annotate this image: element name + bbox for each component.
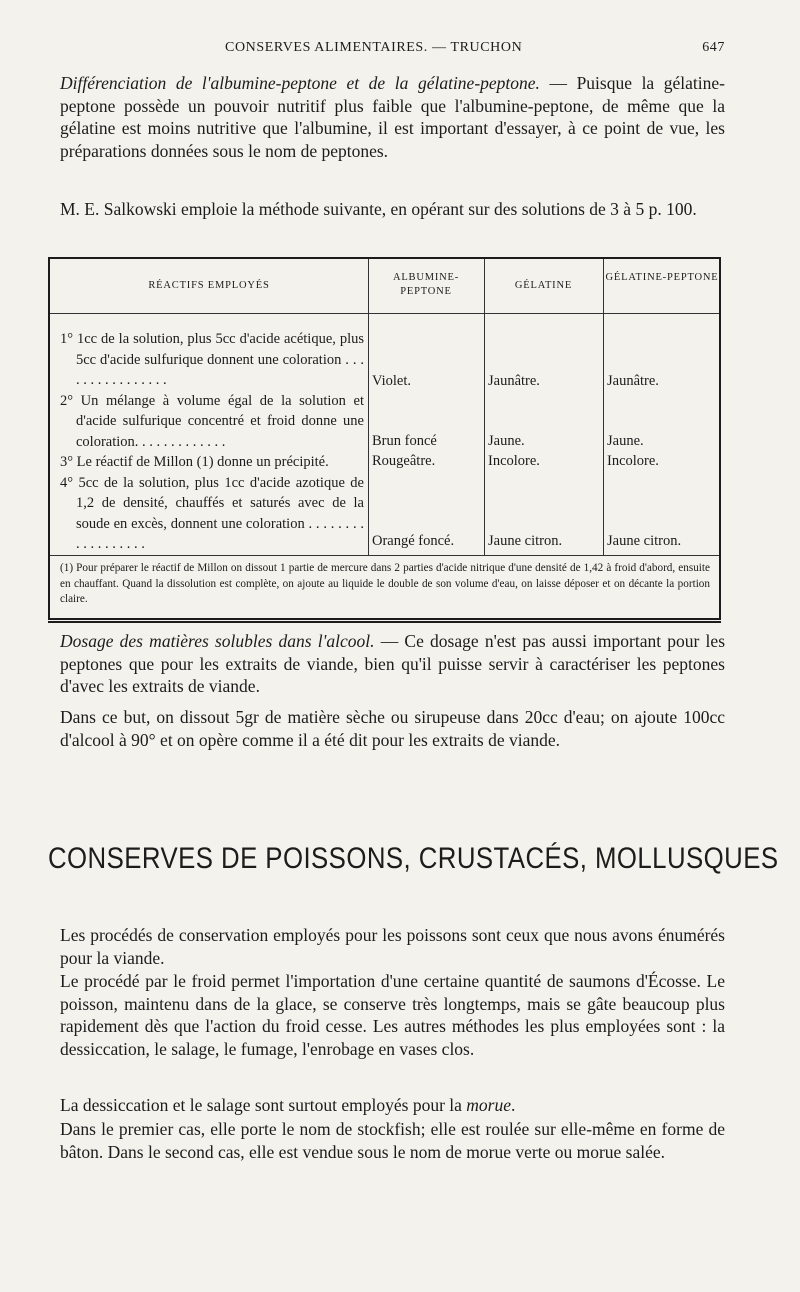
header-gelatine: GÉLATINE: [514, 280, 573, 291]
dosage-text: — Ce dosage n'est pas aussi important pour les peptones que pour les extraits de viande, bien qu'il puisse servir à caractériser les peptones d'avec les extraits de viande.: [60, 631, 725, 696]
dosage-text-2: Dans ce but, on dissout 5gr de matière sèche ou sirupeuse dans 20cc d'eau; on ajoute 100cc d'alcool à 90° et on opère comme il a été dit pour les extraits de viande.: [60, 707, 725, 750]
salkowski-paragraph: [60, 198, 725, 221]
reactif-row-1: 1° 1cc de la solution, plus 5cc d'acide acétique, plus 5cc d'acide sulfurique donnent une coloration . . . . . . . . . . . . . . . .: [60, 331, 364, 388]
albumine-row-1: Violet.: [372, 373, 411, 389]
intro-text: — Puisque la gélatine-peptone possède un pouvoir nutritif plus faible que l'albumine-peptone, de même que la gélatine est moins nutritive que l'albumine, il est important d'essayer, à ce point de vue, les préparations données sous le nom de peptones.: [60, 73, 725, 161]
section-paragraph-2: [60, 970, 725, 1060]
section-text-3-italic: morue: [466, 1095, 511, 1115]
section-text-4: Dans le premier cas, elle porte le nom de stockfish; elle est roulée sur elle-même en forme de bâton. Dans le second cas, elle est vendue sous le nom de morue verte ou morue salée.: [60, 1119, 725, 1162]
reactifs-column: [60, 329, 364, 555]
running-header: [60, 40, 725, 62]
section-paragraph-4: [60, 1118, 725, 1163]
dosage-paragraph: [60, 630, 725, 698]
reactif-row-3: 3° Le réactif de Millon (1) donne un précipité.: [60, 454, 329, 470]
gelatine-peptone-row-1: Jaunâtre.: [607, 373, 659, 389]
gelatine-row-1: Jaunâtre.: [488, 373, 540, 389]
running-title: CONSERVES ALIMENTAIRES. — TRUCHON: [225, 40, 523, 55]
reagent-table: [48, 257, 721, 620]
section-title: CONSERVES DE POISSONS, CRUSTACÉS, MOLLUSQUES: [48, 842, 779, 875]
section-text-3-end: .: [511, 1095, 516, 1115]
section-paragraph-1: [60, 924, 725, 969]
gelatine-row-2: Jaune.: [488, 433, 525, 449]
reactif-row-2: 2° Un mélange à volume égal de la solution et d'acide sulfurique concentré et froid donne une coloration. . . . . . . . . . . . .: [60, 392, 364, 450]
intro-paragraph: [60, 72, 725, 162]
header-gelatine-peptone: GÉLATINE-PEPTONE: [605, 272, 719, 283]
header-albumine-peptone: ALBUMINE-PEPTONE: [392, 272, 460, 297]
dosage-paragraph-2: [60, 706, 725, 751]
header-reactifs: RÉACTIFS EMPLOYÉS: [148, 280, 270, 291]
gelatine-peptone-row-3: Incolore.: [607, 453, 659, 469]
gelatine-peptone-row-4: Jaune citron.: [607, 533, 682, 549]
page-number: 647: [702, 40, 725, 55]
section-text-2: Le procédé par le froid permet l'importation d'une certaine quantité de saumons d'Écosse. Le poisson, maintenu dans de la glace, se conserve très longtemps, mais se gâte beaucoup plus rapidement dès que l'action du froid cesse. Les autres méthodes les plus employées sont : la dessiccation, le salage, le fumage, l'enrobage en vases clos.: [60, 971, 725, 1059]
reactif-row-4: 4° 5cc de la solution, plus 1cc d'acide azotique de 1,2 de densité, chauffés et saturés avec de la soude en excès, donnent une coloration . . . . . . . . . . . . . . . . . .: [60, 474, 364, 552]
table-footnote: (1) Pour préparer le réactif de Millon on dissout 1 partie de mercure dans 2 parties d'acide nitrique d'une densité de 1,42 à froid d'abord, ensuite en chauffant. Quand la dissolution est complète, on ajoute au liquide le double de son volume d'eau, on laisse déposer et on décante la portion claire.: [60, 562, 710, 605]
albumine-row-2: Brun foncé: [372, 433, 437, 449]
gelatine-row-3: Incolore.: [488, 453, 540, 469]
section-paragraph-3: [60, 1094, 725, 1117]
albumine-row-4: Orangé foncé.: [372, 533, 455, 549]
gelatine-row-4: Jaune citron.: [488, 533, 563, 549]
albumine-row-3: Rougeâtre.: [372, 453, 436, 469]
intro-heading: Différenciation de l'albumine-peptone et de la gélatine-peptone.: [60, 73, 540, 93]
gelatine-peptone-row-2: Jaune.: [607, 433, 644, 449]
dosage-heading: Dosage des matières solubles dans l'alcool.: [60, 631, 375, 651]
salkowski-text: M. E. Salkowski emploie la méthode suivante, en opérant sur des solutions de 3 à 5 p. 100.: [60, 199, 697, 219]
section-text-3: La dessiccation et le salage sont surtout employés pour la: [60, 1095, 467, 1115]
section-text-1: Les procédés de conservation employés pour les poissons sont ceux que nous avons énumérés pour la viande.: [60, 925, 725, 968]
